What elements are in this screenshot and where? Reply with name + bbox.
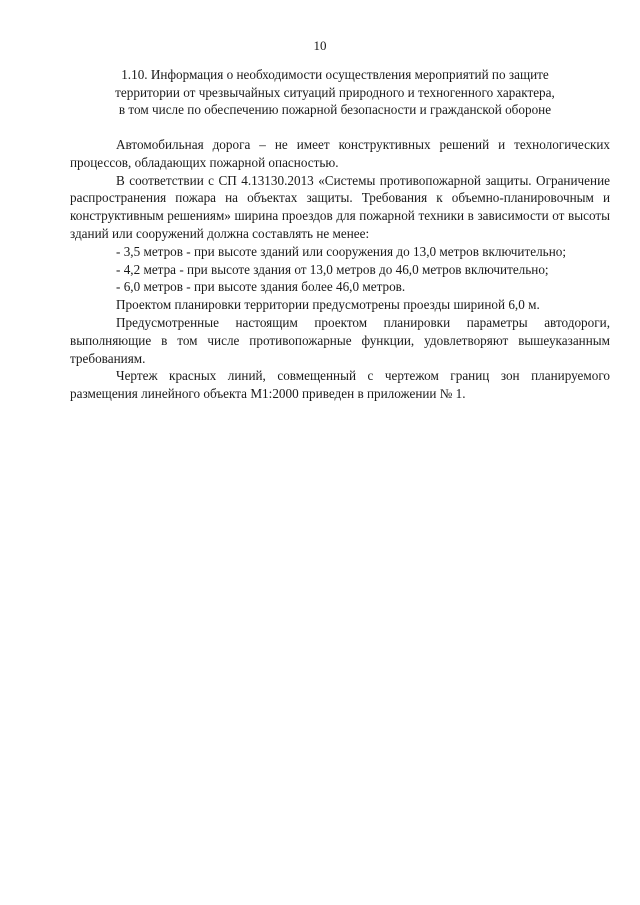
paragraph-regulation: В соответствии с СП 4.13130.2013 «Системы противопожарной защиты. Ограничение распространения пожара на объектах защиты. Требования к объемно-планировочным и конструктивным решениям» ширина проездов для пожарной техники в зависимости от высоты зданий или сооружений должна составлять не менее: — [70, 172, 610, 241]
body-text — [70, 136, 610, 403]
paragraph-planned-passages: Проектом планировки территории предусмотрены проезды шириной 6,0 м. — [116, 297, 540, 313]
heading-line: территории от чрезвычайных ситуаций природного и техногенного характера, — [115, 84, 555, 100]
heading-line: 1.10. Информация о необходимости осуществления мероприятий по защите — [121, 67, 549, 82]
list-item-width-6-0: - 6,0 метров - при высоте здания более 46,0 метров. — [116, 279, 406, 295]
list-item-width-3-5: - 3,5 метров - при высоте зданий или сооружения до 13,0 метров включительно; — [116, 243, 567, 259]
paragraph-fire-hazard: Автомобильная дорога – не имеет конструктивных решений и технологических процессов, обладающих пожарной опасностью. — [70, 137, 610, 170]
paragraph-appendix-reference: Чертеж красных линий, совмещенный с чертежом границ зон планируемого размещения линейного объекта М1:2000 приведен в приложении № 1. — [70, 368, 610, 402]
page-number: 10 — [313, 38, 327, 53]
heading-line: в том числе по обеспечению пожарной безопасности и гражданской обороне — [118, 102, 552, 117]
section-heading — [70, 66, 600, 119]
list-item-width-4-2: - 4,2 метра - при высоте здания от 13,0 метров до 46,0 метров включительно; — [116, 261, 549, 277]
paragraph-compliance: Предусмотренные настоящим проектом планировки параметры автодороги, выполняющие в том числе противопожарные функции, удовлетворяют вышеуказанным требованиям. — [70, 314, 610, 366]
